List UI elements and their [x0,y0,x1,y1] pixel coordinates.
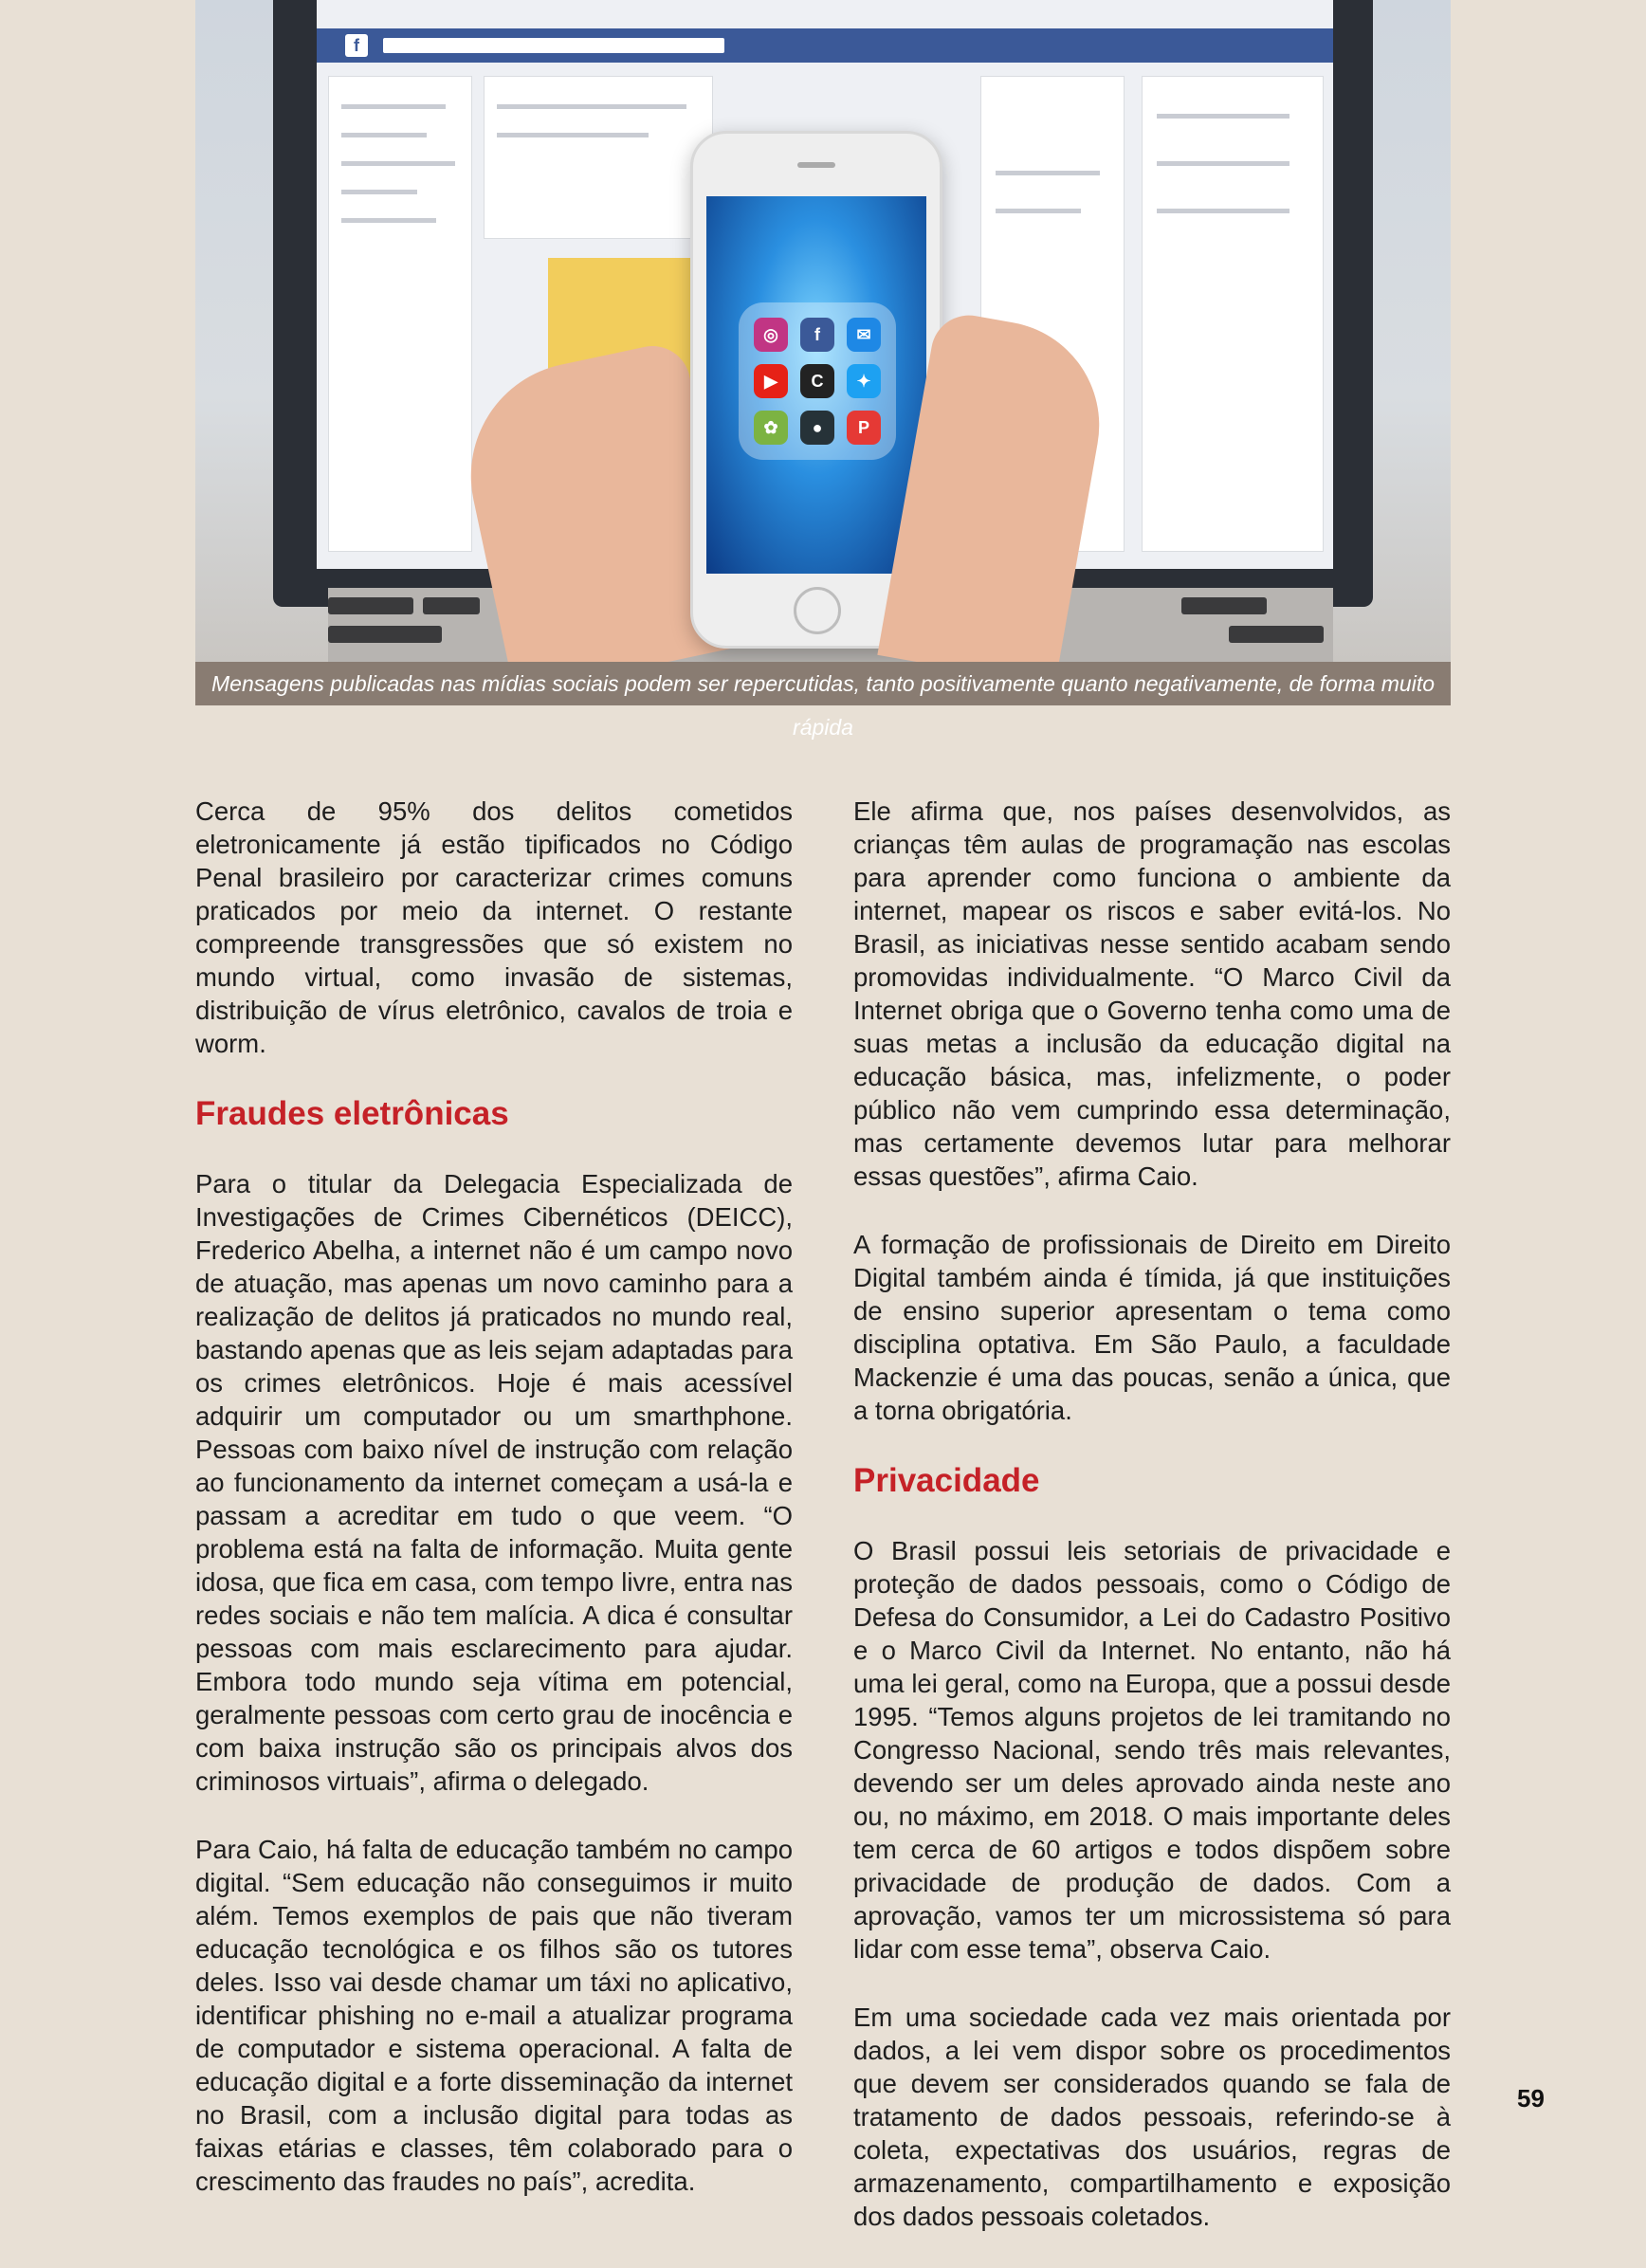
social-post-card [484,76,713,239]
phone-home-button [794,587,841,634]
pinterest-icon: P [847,411,881,445]
paragraph: Para o titular da Delegacia Especializada de Investigações de Crimes Cibernéticos (DEICC), Frederico Abelha, a internet não é um campo novo de atuação, mas apenas um novo caminho para a realização de delitos já praticados no mundo real, bastando apenas que as leis sejam adaptadas para os crimes eletrônicos. Hoje é mais acessível adquirir um computador ou um smarthphone. Pessoas com baixo nível de instrução com relação ao funcionamento da internet começam a usá-la e passam a acreditar em tudo o que veem. “O problema está na falta de informação. Muita gente idosa, que fica em casa, com tempo livre, entra nas redes sociais e não tem malícia. A dica é consultar pessoas com mais esclarecimento para ajudar. Embora todo mundo seja vítima em potencial, geralmente pessoas com certo grau de inocência e com baixa instrução são os principais alvos dos criminosos virtuais”, afirma o delegado. [195,1169,793,1796]
messenger-icon: ✉ [847,318,881,352]
twitter-icon: ✦ [847,364,881,398]
social-search-box [383,38,724,53]
paragraph: Ele afirma que, nos países desenvolvidos, as crianças têm aulas de programação nas escolas para aprender como funciona o ambiente da internet, mapear os riscos e saber evitá-los. No Brasil, as iniciativas nesse sentido acabam sendo promovidas individualmente. “O Marco Civil da Internet obriga que o Governo tenha como uma de suas metas a inclusão da educação digital na educação básica, mas, infelizmente, o poder público não vem cumprindo essa determinação, mas certamente devemos lutar para melhorar essas questões”, afirma Caio. [853,796,1451,1191]
paragraph: A formação de profissionais de Direito em Direito Digital também ainda é tímida, já que instituições de ensino superior apresentam o tema como disciplina optativa. Em São Paulo, a faculdade Mackenzie é uma das poucas, senão a única, que a torna obrigatória. [853,1230,1451,1425]
paragraph: Para Caio, há falta de educação também no campo digital. “Sem educação não conseguimos ir muito além. Temos exemplos de pais que não tiveram educação tecnológica e os filhos são os tutores deles. Isso vai desde chamar um táxi no aplicativo, identificar phishing no e-mail a atualizar programa de computador e sistema operacional. A falta de educação digital e a forte disseminação da internet no Brasil, com a inclusão digital para todas as faixas etárias e classes, têm colaborado para o crescimento das fraudes no país”, acredita. [195,1835,793,2196]
camera-app-icon: ● [800,411,834,445]
left-column [195,795,793,2233]
instagram-icon: ◎ [754,318,788,352]
section-heading-privacidade: Privacidade [853,1462,1040,1499]
paragraph: Em uma sociedade cada vez mais orientada por dados, a lei vem dispor sobre os procedimentos que devem ser considerados quando se fala de tratamento de dados pessoais, referindo-se à coleta, expectativas dos usuários, regras de armazenamento, compartilhamento e exposição dos dados pessoais coletados. [853,2003,1451,2231]
paragraph: O Brasil possui leis setoriais de privacidade e proteção de dados pessoais, como o Código de Defesa do Consumidor, a Lei do Cadastro Positivo e o Marco Civil da Internet. No entanto, não há uma lei geral, como na Europa, que a possui desde 1995. “Temos alguns projetos de lei tramitando no Congresso Nacional, sendo três mais relevantes, devendo ser um deles aprovado ainda neste ano ou, no máximo, em 2018. O mais importante deles tem cerca de 60 artigos e todos dispõem sobre privacidade de produção de dados. Com a aprovação, vamos ter um microssistema só para lidar com esse tema”, observa Caio. [853,1536,1451,1964]
app-icon: ✿ [754,411,788,445]
phone-speaker [797,162,835,168]
c-app-icon: C [800,364,834,398]
article-photo [195,0,1451,662]
youtube-icon: ▶ [754,364,788,398]
paragraph: Cerca de 95% dos delitos cometidos eletronicamente já estão tipificados no Código Penal brasileiro por caracterizar crimes comuns praticados por meio da internet. O restante compreende transgressões que só existem no mundo virtual, como invasão de sistemas, distribuição de vírus eletrônico, cavalos de troia e worm. [195,796,793,1058]
social-contacts-panel [1142,76,1324,552]
facebook-icon: f [800,318,834,352]
page-number: 59 [1517,2084,1545,2113]
section-heading-fraudes: Fraudes eletrônicas [195,1095,509,1132]
apps-folder [739,302,896,460]
facebook-logo-icon: f [345,34,368,57]
phone-screen [706,196,926,574]
social-left-menu [328,76,472,552]
photo-caption: Mensagens publicadas nas mídias sociais podem ser repercutidas, tanto positivamente quanto negativamente, de forma muito rápida [195,662,1451,705]
right-column [853,795,1451,2268]
